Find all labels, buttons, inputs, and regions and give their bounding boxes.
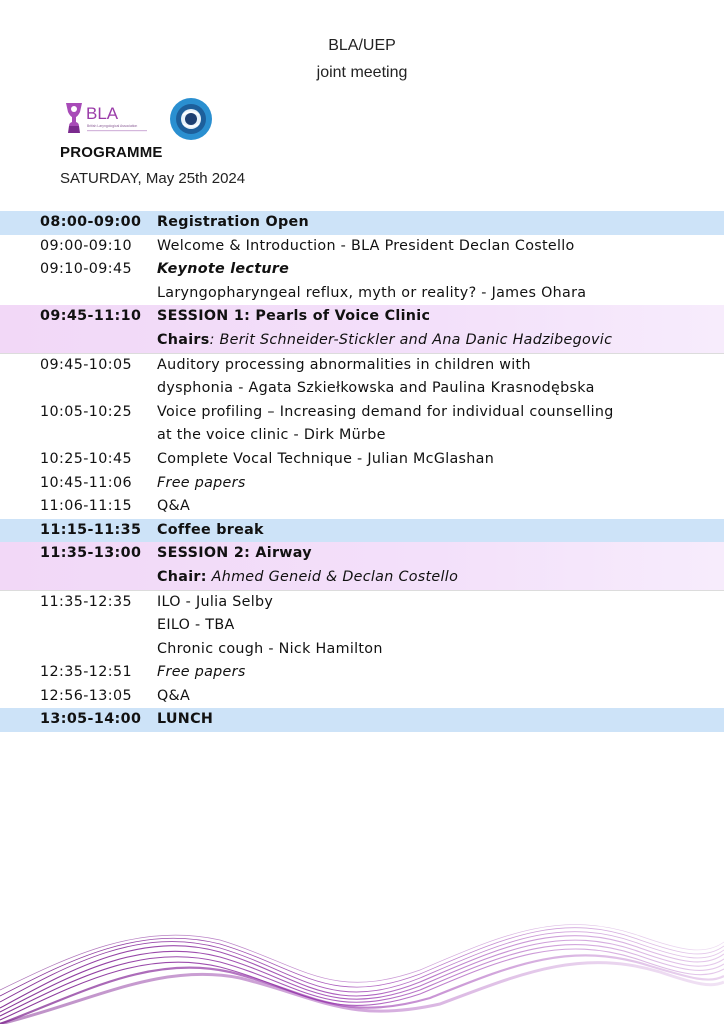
row-time: 10:05-10:25: [40, 403, 132, 420]
row-title: Registration Open: [157, 214, 309, 230]
row-time: 12:56-13:05: [40, 687, 132, 704]
programme-date: SATURDAY, May 25th 2024: [60, 170, 246, 187]
bla-logo: [63, 100, 163, 136]
schedule-row: [0, 472, 724, 496]
schedule-row: [0, 448, 724, 472]
schedule-row: [0, 377, 724, 401]
chairs-names: : Berit Schneider-Stickler and Ana Danic Hadzibegovic: [209, 331, 613, 348]
row-title: ILO - Julia Selby: [157, 593, 274, 610]
session-title: SESSION 1: Pearls of Voice Clinic: [157, 308, 431, 325]
schedule-row: [0, 614, 724, 638]
row-title: EILO - TBA: [157, 617, 235, 634]
row-time: 11:15-11:35: [40, 521, 142, 538]
row-title: dysphonia - Agata Szkiełkowska and Paulina Krasnodębska: [157, 380, 595, 397]
row-time: 11:35-13:00: [40, 545, 142, 562]
schedule-row: [0, 424, 724, 448]
bla-logo-text: BLA: [86, 104, 119, 123]
chairs-names: Ahmed Geneid & Declan Costello: [206, 568, 459, 585]
row-title: Q&A: [157, 498, 191, 515]
schedule-row: [0, 638, 724, 662]
session-chairs-row: [0, 329, 724, 354]
schedule-row: [0, 495, 724, 519]
decorative-wave: [0, 890, 724, 1024]
row-time: 12:35-12:51: [40, 664, 132, 681]
row-title: Voice profiling – Increasing demand for individual counselling: [157, 403, 614, 420]
row-title: Q&A: [157, 687, 191, 704]
row-time: 08:00-09:00: [40, 214, 142, 230]
row-time: 13:05-14:00: [40, 711, 142, 728]
chairs-label: Chair:: [157, 568, 207, 585]
row-time: 11:35-12:35: [40, 593, 132, 610]
row-time: 09:45-10:05: [40, 356, 132, 373]
row-time: 10:45-11:06: [40, 474, 132, 491]
schedule-row: [0, 685, 724, 709]
row-time: 11:06-11:15: [40, 498, 132, 515]
row-title: Auditory processing abnormalities in children with: [157, 356, 531, 373]
chairs-label: Chairs: [157, 331, 210, 348]
session-title: SESSION 2: Airway: [157, 545, 312, 562]
row-title: Welcome & Introduction - BLA President Declan Costello: [157, 237, 575, 254]
schedule-row: [0, 211, 724, 235]
chairs-line: [157, 566, 458, 590]
row-title: Laryngopharyngeal reflux, myth or reality? - James Ohara: [157, 284, 587, 301]
break-row: [0, 519, 724, 543]
row-title: Free papers: [157, 474, 246, 491]
bla-logo-subtext: British Laryngological Association: [87, 124, 138, 128]
uep-logo: [169, 97, 213, 141]
schedule-row: [0, 354, 724, 378]
row-title: Complete Vocal Technique - Julian McGlashan: [157, 450, 495, 467]
programme-heading: PROGRAMME: [60, 144, 163, 161]
row-time: 09:45-11:10: [40, 308, 142, 325]
session-chairs-row: [0, 566, 724, 591]
chairs-line: [157, 329, 612, 353]
row-title: Chronic cough - Nick Hamilton: [157, 640, 383, 657]
row-time: 09:10-09:45: [40, 261, 132, 278]
schedule-row: [0, 282, 724, 306]
title-line-1: BLA/UEP: [328, 37, 396, 54]
schedule-row: [0, 591, 724, 615]
lunch-row: [0, 708, 724, 732]
title-line-2: joint meeting: [316, 64, 408, 81]
schedule-row: [0, 258, 724, 282]
schedule-row: [0, 235, 724, 259]
row-time: 10:25-10:45: [40, 450, 132, 467]
schedule-row: [0, 401, 724, 425]
session-header-row: [0, 305, 724, 329]
schedule-row: [0, 661, 724, 685]
session-header-row: [0, 542, 724, 566]
row-title: Free papers: [157, 664, 246, 681]
row-title: at the voice clinic - Dirk Mürbe: [157, 427, 386, 444]
row-title: Coffee break: [157, 521, 264, 538]
row-title: LUNCH: [157, 711, 214, 728]
row-time: 09:00-09:10: [40, 237, 132, 254]
schedule: [0, 211, 724, 732]
row-title: Keynote lecture: [157, 261, 290, 278]
